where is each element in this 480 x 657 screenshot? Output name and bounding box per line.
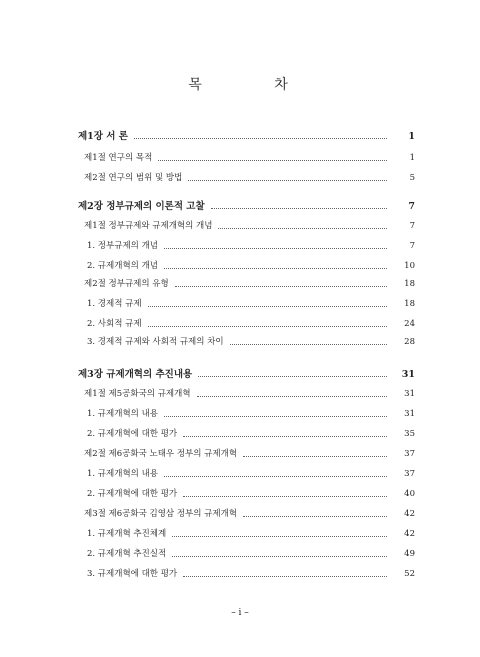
dot-leader [183, 496, 387, 497]
toc-entry-page: 5 [409, 173, 415, 183]
toc-entry[interactable] [78, 150, 415, 164]
toc-entry-label: 2. 규제개혁 추진실적 [87, 549, 167, 559]
toc-entry[interactable] [78, 386, 415, 400]
toc-entry-label: 1. 규제개혁의 내용 [87, 409, 158, 419]
toc-entry-page: 24 [404, 319, 415, 329]
toc-entry-label: 3. 경제적 규제와 사회적 규제의 차이 [87, 337, 224, 347]
toc-entry-page: 31 [404, 389, 415, 399]
dot-leader [172, 556, 387, 557]
toc-entry[interactable] [78, 546, 415, 560]
dot-leader [218, 228, 387, 229]
toc-entry[interactable] [78, 128, 415, 142]
toc-entry-page: 31 [404, 409, 415, 419]
toc-entry[interactable] [78, 238, 415, 252]
dot-leader [148, 306, 387, 307]
dot-leader [197, 396, 387, 397]
dot-leader [164, 416, 387, 417]
toc-entry[interactable] [78, 296, 415, 310]
toc-entry-label: 2. 규제개혁의 개념 [87, 261, 158, 271]
dot-leader [211, 208, 387, 209]
dot-leader [243, 456, 387, 457]
dot-leader [148, 326, 387, 327]
dot-leader [198, 376, 387, 377]
toc-entry[interactable] [78, 334, 415, 348]
toc-entry[interactable] [78, 466, 415, 480]
toc-entry-label: 제2장 정부규제의 이론적 고찰 [78, 201, 205, 212]
toc-entry[interactable] [78, 218, 415, 232]
dot-leader [164, 476, 387, 477]
toc-entry-label: 2. 규제개혁에 대한 평가 [87, 429, 178, 439]
toc-entry-page: 7 [408, 201, 415, 212]
toc-entry-label: 제2절 정부규제의 유형 [84, 279, 169, 289]
toc-entry-label: 제1절 제5공화국의 규제개혁 [84, 389, 191, 399]
toc-entry-page: 42 [404, 509, 415, 519]
dot-leader [164, 248, 387, 249]
toc-title: 목 차 [188, 77, 322, 93]
page-number-footer: – i – [231, 608, 249, 618]
dot-leader [243, 516, 387, 517]
toc-entry[interactable] [78, 486, 415, 500]
toc-entry-page: 1 [409, 153, 415, 163]
toc-entry-page: 52 [404, 569, 415, 579]
toc-entry-page: 35 [404, 429, 415, 439]
toc-entry-page: 49 [404, 549, 415, 559]
toc-entry-label: 제3절 제6공화국 김영삼 정부의 규제개혁 [84, 509, 238, 519]
toc-entry-page: 18 [404, 279, 415, 289]
toc-entry-page: 37 [404, 469, 415, 479]
toc-entry-page: 18 [404, 299, 415, 309]
toc-entry-label: 1. 규제개혁의 내용 [87, 469, 158, 479]
dot-leader [134, 138, 387, 139]
toc-entry[interactable] [78, 426, 415, 440]
toc-entry-label: 1. 규제개혁 추진체계 [87, 529, 167, 539]
toc-entry-page: 31 [401, 369, 415, 380]
toc-entry[interactable] [78, 170, 415, 184]
dot-leader [172, 536, 387, 537]
dot-leader [175, 286, 387, 287]
toc-entry-label: 2. 사회적 규제 [87, 319, 142, 329]
dot-leader [183, 436, 387, 437]
toc-entry[interactable] [78, 446, 415, 460]
toc-entry-label: 제1절 정부규제와 규제개혁의 개념 [84, 221, 213, 231]
toc-entry-label: 제1절 연구의 목적 [84, 153, 153, 163]
toc-entry-page: 28 [404, 337, 415, 347]
toc-entry-label: 2. 규제개혁에 대한 평가 [87, 489, 178, 499]
toc-entry[interactable] [78, 276, 415, 290]
toc-entry[interactable] [78, 506, 415, 520]
toc-entry[interactable] [78, 406, 415, 420]
toc-entry-page: 10 [404, 261, 415, 271]
toc-entry-page: 7 [409, 241, 415, 251]
toc-entry-label: 제2절 제6공화국 노태우 정부의 규제개혁 [84, 449, 238, 459]
toc-entry[interactable] [78, 198, 415, 212]
toc-entry-page: 42 [404, 529, 415, 539]
dot-leader [164, 268, 387, 269]
toc-entry-label: 제1장 서 론 [78, 131, 128, 142]
toc-entry[interactable] [78, 258, 415, 272]
toc-entry-label: 1. 정부규제의 개념 [87, 241, 158, 251]
dot-leader [158, 160, 387, 161]
dot-leader [230, 344, 387, 345]
toc-entry-page: 1 [408, 131, 415, 142]
toc-entry[interactable] [78, 316, 415, 330]
toc-entry-label: 1. 경제적 규제 [87, 299, 142, 309]
toc-entry[interactable] [78, 366, 415, 380]
toc-entry-page: 7 [409, 221, 415, 231]
toc-entry-label: 제2절 연구의 범위 및 방법 [84, 173, 183, 183]
toc-entry-page: 37 [404, 449, 415, 459]
dot-leader [188, 180, 387, 181]
dot-leader [183, 576, 387, 577]
toc-entry[interactable] [78, 566, 415, 580]
toc-entry[interactable] [78, 526, 415, 540]
toc-entry-page: 40 [404, 489, 415, 499]
toc-entry-label: 제3장 규제개혁의 추진내용 [78, 369, 193, 380]
toc-entry-label: 3. 규제개혁에 대한 평가 [87, 569, 178, 579]
